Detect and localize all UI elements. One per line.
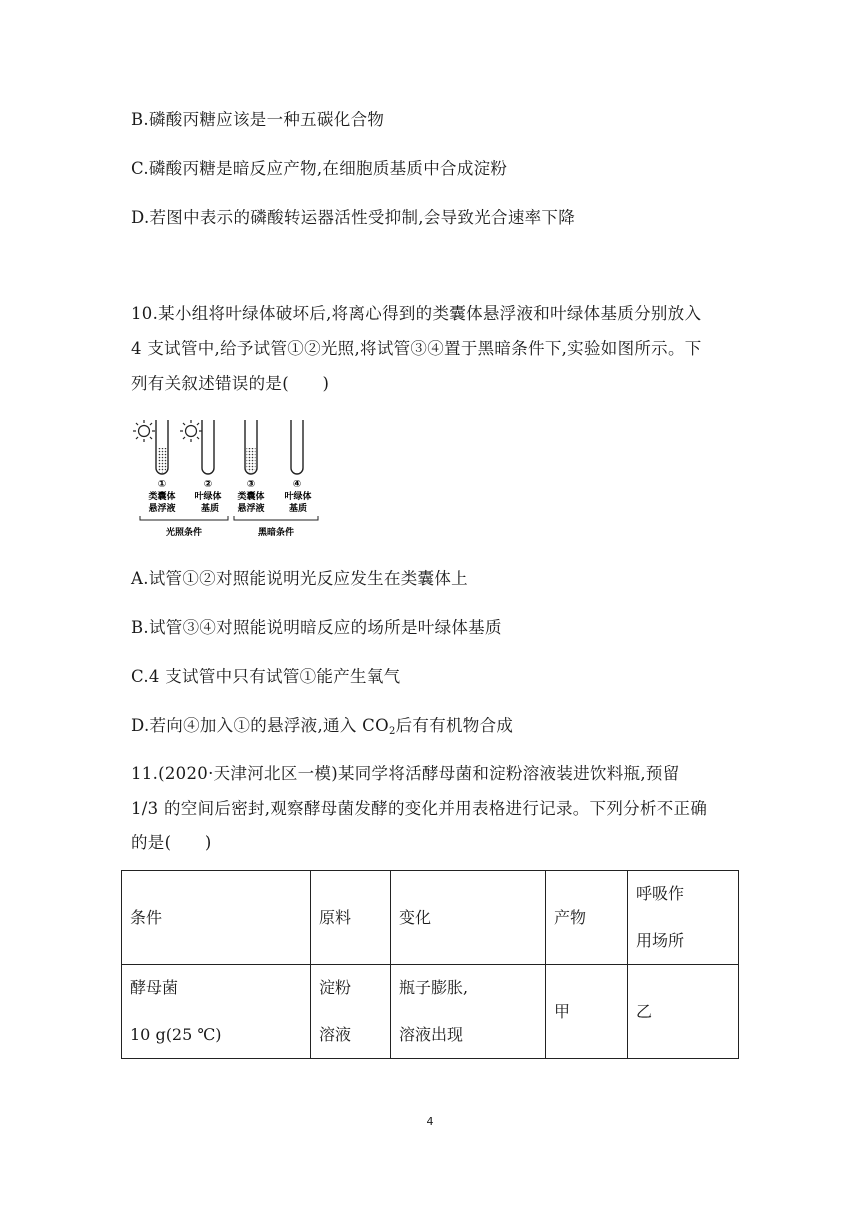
test-tube-figure: [128, 414, 338, 544]
cell-condition-line-2: 10 g(25 ℃): [130, 1025, 222, 1044]
tube-2-number: ②: [203, 479, 213, 490]
q10-option-c: C.4 支试管中只有试管①能产生氧气: [131, 667, 401, 686]
q9-option-c: C.磷酸丙糖是暗反应产物,在细胞质基质中合成淀粉: [131, 159, 508, 178]
cell-material: [311, 965, 391, 1059]
cell-site: 乙: [628, 965, 739, 1059]
cell-change: [391, 965, 546, 1059]
cell-condition-line-1: 酵母菌: [130, 978, 179, 997]
tube-1-label-1: 类囊体: [148, 492, 176, 502]
q10-option-d-text: D.若向④加入①的悬浮液,通入 CO: [131, 716, 389, 735]
header-site-line-2: 用场所: [636, 931, 685, 950]
q10-stem-line-1: 10.某小组将叶绿体破坏后,将离心得到的类囊体悬浮液和叶绿体基质分别放入: [131, 304, 702, 323]
q9-option-d: D.若图中表示的磷酸转运器活性受抑制,会导致光合速率下降: [131, 208, 576, 227]
header-material: 原料: [311, 871, 391, 965]
q9-option-b: B.磷酸丙糖应该是一种五碳化合物: [131, 110, 385, 129]
cell-product: 甲: [546, 965, 628, 1059]
table-header-row: [122, 871, 739, 965]
tube-2-label-1: 叶绿体: [194, 492, 222, 502]
q11-stem-line-3: 的是( ): [131, 833, 212, 852]
header-condition: 条件: [122, 871, 311, 965]
cell-change-line-1: 瓶子膨胀,: [399, 978, 469, 997]
light-group-label: 光照条件: [165, 528, 203, 538]
q11-stem-line-1: 11.(2020·天津河北区一模)某同学将活酵母菌和淀粉溶液装进饮料瓶,预留: [131, 764, 680, 783]
table-row: [122, 965, 739, 1059]
test-tube-1: [156, 420, 168, 474]
fermentation-table: [121, 870, 739, 1059]
q10-option-d: [131, 714, 513, 744]
dark-group-bracket: [234, 516, 318, 520]
tube-4-number: ④: [292, 479, 302, 490]
header-site: [628, 871, 739, 965]
q10-option-a: A.试管①②对照能说明光反应发生在类囊体上: [131, 569, 468, 588]
cell-material-line-1: 淀粉: [319, 978, 352, 997]
tube-3-label-1: 类囊体: [237, 492, 265, 502]
q10-stem-line-3: 列有关叙述错误的是( ): [131, 374, 330, 393]
sun-icon: [180, 420, 202, 442]
page-number: 4: [426, 1115, 434, 1128]
tube-4-label-1: 叶绿体: [284, 492, 312, 502]
header-change: 变化: [391, 871, 546, 965]
tube-4-label-2: 基质: [288, 504, 308, 514]
q10-option-d-tail: 后有有机物合成: [395, 716, 514, 735]
cell-material-line-2: 溶液: [319, 1025, 352, 1044]
q10-stem-line-2: 4 支试管中,给予试管①②光照,将试管③④置于黑暗条件下,实验如图所示。下: [131, 339, 702, 358]
header-product: 产物: [546, 871, 628, 965]
light-group-bracket: [140, 516, 228, 520]
header-site-line-1: 呼吸作: [636, 884, 685, 903]
tube-2-label-2: 基质: [200, 504, 220, 514]
co2-subscript: 2: [388, 726, 396, 737]
tube-1-label-2: 悬浮液: [148, 504, 176, 514]
tube-3-label-2: 悬浮液: [237, 504, 265, 514]
sun-icon: [133, 420, 155, 442]
test-tube-3: [245, 420, 257, 474]
dark-group-label: 黑暗条件: [257, 528, 295, 538]
test-tube-2: [202, 420, 214, 474]
test-tube-4: [291, 420, 303, 474]
tube-3-number: ③: [246, 479, 256, 490]
cell-condition: [122, 965, 311, 1059]
q11-stem-line-2: 1/3 的空间后密封,观察酵母菌发酵的变化并用表格进行记录。下列分析不正确: [131, 799, 708, 818]
tube-1-number: ①: [157, 479, 167, 490]
q10-option-b: B.试管③④对照能说明暗反应的场所是叶绿体基质: [131, 618, 502, 637]
cell-change-line-2: 溶液出现: [399, 1025, 464, 1044]
